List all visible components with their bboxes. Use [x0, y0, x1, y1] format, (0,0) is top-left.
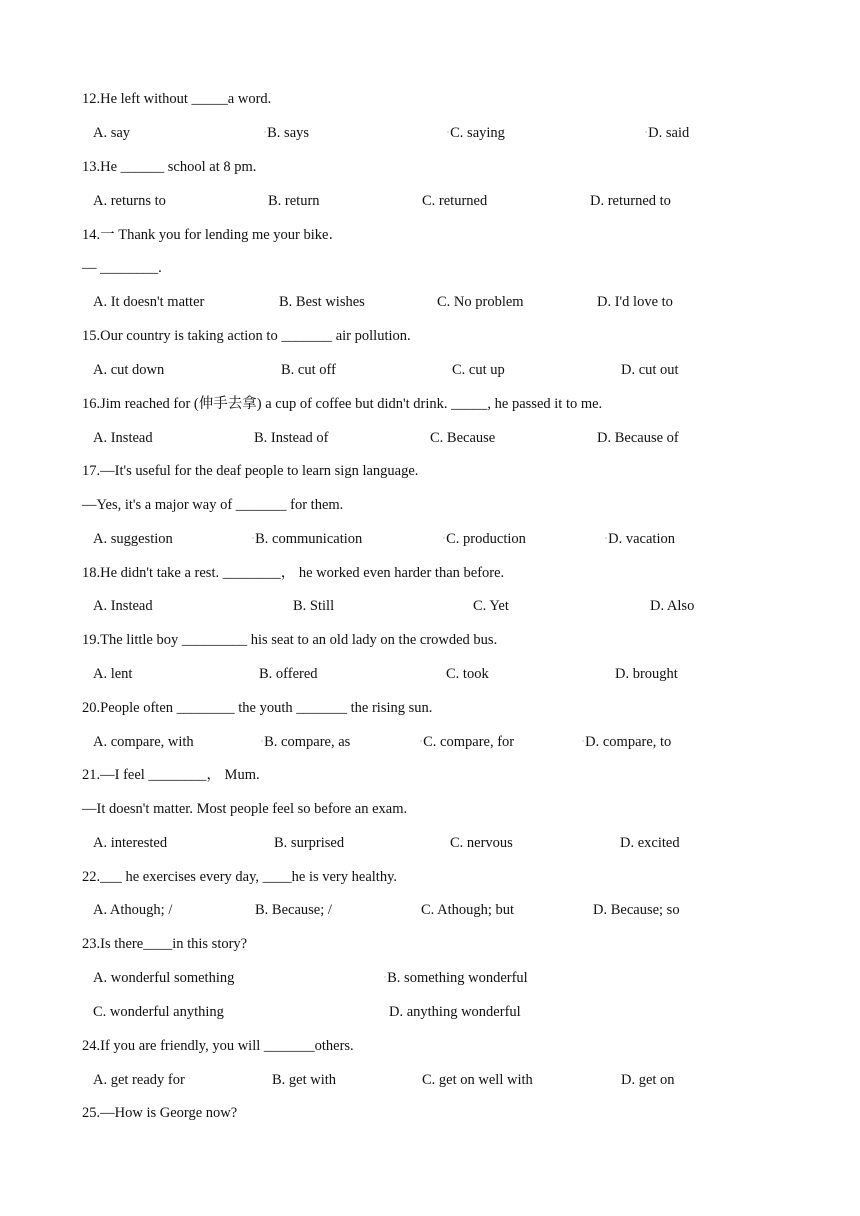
- option-a: A. compare, with: [93, 734, 194, 750]
- question-stem: 25.—How is George now?: [82, 1105, 238, 1121]
- option-b: ▫B. says: [264, 125, 310, 141]
- option-a: A. interested: [93, 835, 168, 851]
- question-stem: 17.—It's useful for the deaf people to learn sign language.: [82, 463, 419, 479]
- question-stem: 23.Is there____in this story?: [82, 936, 248, 952]
- option-c: C. Because: [430, 430, 496, 446]
- option-d: D. I'd love to: [597, 294, 673, 310]
- question-stem: 15.Our country is taking action to _______ air pollution.: [82, 328, 411, 344]
- option-b: B. Best wishes: [279, 294, 365, 310]
- option-a: A. get ready for: [93, 1072, 185, 1088]
- option-d: ▫D. vacation: [605, 531, 675, 547]
- question-stem: 20.People often ________ the youth _______ the rising sun.: [82, 700, 433, 716]
- option-b: B. surprised: [274, 835, 345, 851]
- option-a: A. say: [93, 125, 131, 141]
- option-d: D. anything wonderful: [389, 1004, 521, 1020]
- option-d: D. Also: [650, 598, 695, 614]
- question-stem: 12.He left without _____a word.: [82, 91, 272, 107]
- question-stem: 13.He ______ school at 8 pm.: [82, 159, 257, 175]
- question-stem: 18.He didn't take a rest. ________， he worked even harder than before.: [82, 565, 505, 581]
- option-a: A. returns to: [93, 193, 166, 209]
- option-b: ▫B. compare, as: [261, 734, 351, 750]
- option-c: C. Yet: [473, 598, 509, 614]
- option-d: D. get on: [621, 1072, 675, 1088]
- question-stem: 16.Jim reached for (伸手去拿) a cup of coffee but didn't drink. _____, he passed it to me.: [82, 396, 603, 412]
- option-b: B. Still: [293, 598, 335, 614]
- option-d: D. brought: [615, 666, 678, 682]
- option-a: A. suggestion: [93, 531, 173, 547]
- option-a: A. Instead: [93, 430, 153, 446]
- option-b: B. offered: [259, 666, 318, 682]
- option-c: C. Athough; but: [421, 902, 515, 918]
- question-stem: 24.If you are friendly, you will _______others.: [82, 1038, 354, 1054]
- option-c: ▫C. compare, for: [420, 734, 515, 750]
- option-a: A. Athough; /: [93, 902, 173, 918]
- option-c: C. nervous: [450, 835, 513, 851]
- option-c: C. cut up: [452, 362, 505, 378]
- option-c: C. get on well with: [422, 1072, 533, 1088]
- option-a: A. Instead: [93, 598, 153, 614]
- question-stem: 21.—I feel ________， Mum.: [82, 767, 260, 783]
- option-c: C. wonderful anything: [93, 1004, 224, 1020]
- option-d: D. Because; so: [593, 902, 680, 918]
- option-d: ▫D. said: [645, 125, 690, 141]
- question-stem-reply: —Yes, it's a major way of _______ for them.: [82, 497, 344, 513]
- option-b: ▫B. communication: [252, 531, 363, 547]
- option-b: B. get with: [272, 1072, 337, 1088]
- option-d: D. excited: [620, 835, 680, 851]
- option-c: C. took: [446, 666, 489, 682]
- option-d: D. cut out: [621, 362, 679, 378]
- option-d: ▫D. compare, to: [582, 734, 672, 750]
- question-stem: 22.___ he exercises every day, ____he is very healthy.: [82, 869, 397, 885]
- option-a: A. lent: [93, 666, 133, 682]
- question-stem: 14.一 Thank you for lending me your bike．: [82, 227, 343, 243]
- option-c: ▫C. saying: [447, 125, 505, 141]
- question-stem: 19.The little boy _________ his seat to an old lady on the crowded bus.: [82, 632, 498, 648]
- option-b: ▫B. something wonderful: [384, 970, 528, 986]
- option-b: B. cut off: [281, 362, 336, 378]
- option-b: B. Because; /: [255, 902, 332, 918]
- question-stem-reply: — ________.: [82, 260, 162, 276]
- option-c: ▫C. production: [443, 531, 526, 547]
- question-stem-reply: —It doesn't matter. Most people feel so before an exam.: [82, 801, 408, 817]
- option-c: C. No problem: [437, 294, 524, 310]
- option-d: D. Because of: [597, 430, 679, 446]
- option-c: C. returned: [422, 193, 488, 209]
- option-a: A. It doesn't matter: [93, 294, 205, 310]
- option-b: B. Instead of: [254, 430, 329, 446]
- option-d: D. returned to: [590, 193, 671, 209]
- option-a: A. cut down: [93, 362, 165, 378]
- option-a: A. wonderful something: [93, 970, 235, 986]
- option-b: B. return: [268, 193, 320, 209]
